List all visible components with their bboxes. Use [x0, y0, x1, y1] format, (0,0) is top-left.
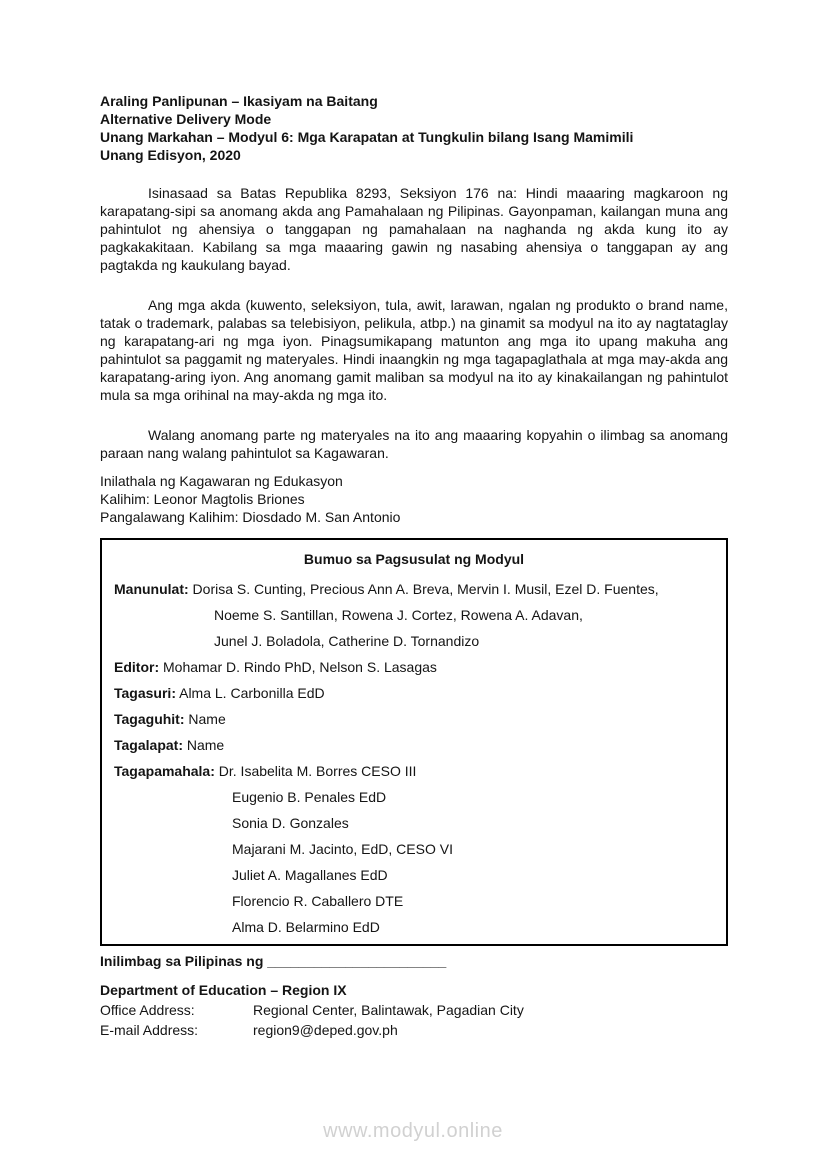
credits-names: Noeme S. Santillan, Rowena J. Cortez, Rowena A. Adavan, — [214, 607, 583, 623]
credits-names: Eugenio B. Penales EdD — [232, 789, 387, 805]
email-address-row — [100, 1020, 728, 1040]
publisher-line: Inilathala ng Kagawaran ng Edukasyon — [100, 473, 343, 489]
printed-in-philippines-line — [100, 952, 728, 970]
credits-line — [114, 680, 714, 706]
credits-line — [114, 706, 714, 732]
printed-blank-underline: _______________________ — [267, 953, 447, 969]
credits-row-editor — [114, 654, 714, 680]
credits-names: Florencio R. Caballero DTE — [232, 893, 404, 909]
credits-names: Mohamar D. Rindo PhD, Nelson S. Lasagas — [163, 659, 437, 675]
credits-row-tagapamahala — [114, 758, 714, 940]
credits-names: Name — [188, 711, 226, 727]
printed-label: Inilimbag sa Pilipinas ng — [100, 953, 264, 969]
credits-line — [114, 732, 714, 758]
credits-row-tagalapat — [114, 732, 714, 758]
office-address-value: Regional Center, Balintawak, Pagadian City — [253, 1002, 524, 1018]
undersecretary-line: Pangalawang Kalihim: Diosdado M. San Antonio — [100, 509, 401, 525]
header-subject-line: Araling Panlipunan – Ikasiyam na Baitang — [100, 93, 378, 109]
credits-names: Sonia D. Gonzales — [232, 815, 349, 831]
credits-box-title: Bumuo sa Pagsusulat ng Modyul — [303, 551, 525, 567]
copyright-paragraph-2: Ang mga akda (kuwento, seleksiyon, tula, awit, larawan, ngalan ng produkto o brand name, tatak o trademark, palabas sa telebisiyon, pelikula, atbp.) na ginamit sa modyul na ito ay nagtataglay ng karapatang-ari ng mga iyon. Pinagsumikapang matunton ang mga ito upang makuha ang pahintulot sa paggamit ng materyales. Hindi inaangkin ng mga tagapaglathala at mga may-akda ang karapatang-aring iyon. Ang anomang gamit maliban sa modyul na ito ay kinakailangan ng pahintulot mula sa mga orihinal na may-akda ng mga ito. — [100, 297, 728, 403]
secretary-line: Kalihim: Leonor Magtolis Briones — [100, 491, 305, 507]
office-address-label: Office Address: — [100, 1002, 195, 1018]
credits-names: Juliet A. Magallanes EdD — [232, 867, 388, 883]
credits-names: Name — [186, 737, 225, 753]
copyright-paragraph-3: Walang anomang parte ng materyales na ito ang maaaring kopyahin o ilimbag sa anomang paraan nang walang pahintulot sa Kagawaran. — [100, 427, 728, 461]
credits-names: Majarani M. Jacinto, EdD, CESO VI — [232, 841, 453, 857]
header-delivery-mode-line: Alternative Delivery Mode — [100, 111, 272, 127]
credits-label: Editor: — [114, 659, 160, 675]
credits-label: Tagasuri: — [114, 685, 176, 701]
watermark-text: www.modyul.online — [323, 1120, 503, 1142]
credits-names: Dr. Isabelita M. Borres CESO III — [218, 763, 417, 779]
credits-line — [114, 654, 714, 680]
header-module-title-line: Unang Markahan – Modyul 6: Mga Karapatan at Tungkulin bilang Isang Mamimili — [100, 129, 634, 145]
credits-line — [114, 758, 714, 784]
publisher-block — [100, 472, 728, 526]
email-address-label: E-mail Address: — [100, 1022, 199, 1038]
credits-names: Alma D. Belarmino EdD — [232, 919, 380, 935]
office-address-row — [100, 1000, 728, 1020]
credits-label: Tagaguhit: — [114, 711, 185, 727]
credits-row-manunulat — [114, 576, 714, 654]
credits-line — [114, 576, 714, 602]
credits-label: Tagalapat: — [114, 737, 183, 753]
credits-row-tagaguhit — [114, 706, 714, 732]
credits-names: Alma L. Carbonilla EdD — [179, 685, 325, 701]
credits-label: Tagapamahala: — [114, 763, 215, 779]
credits-box — [100, 538, 728, 946]
credits-row-tagasuri — [114, 680, 714, 706]
header-edition-line: Unang Edisyon, 2020 — [100, 147, 241, 163]
credits-names: Dorisa S. Cunting, Precious Ann A. Breva, Mervin I. Musil, Ezel D. Fuentes, — [192, 581, 659, 597]
module-header — [100, 92, 728, 164]
credits-label: Manunulat: — [114, 581, 189, 597]
department-region-title: Department of Education – Region IX — [100, 982, 347, 998]
credits-names: Junel J. Boladola, Catherine D. Tornandizo — [214, 633, 480, 649]
copyright-paragraph-1: Isinasaad sa Batas Republika 8293, Seksiyon 176 na: Hindi maaaring magkaroon ng karapatang-sipi sa anomang akda ang Pamahalaan ng Pilipinas. Gayonpaman, kailangan muna ang pahintulot ng ahensiya o tanggapan ng pamahalaan na naghanda ng akda kung ito ay pagkakakitaan. Kabilang sa mga maaaring gawin ng nasabing ahensiya o tanggapan ay ang pagtakda ng kaukulang bayad. — [100, 185, 728, 273]
email-address-value: region9@deped.gov.ph — [253, 1022, 398, 1038]
